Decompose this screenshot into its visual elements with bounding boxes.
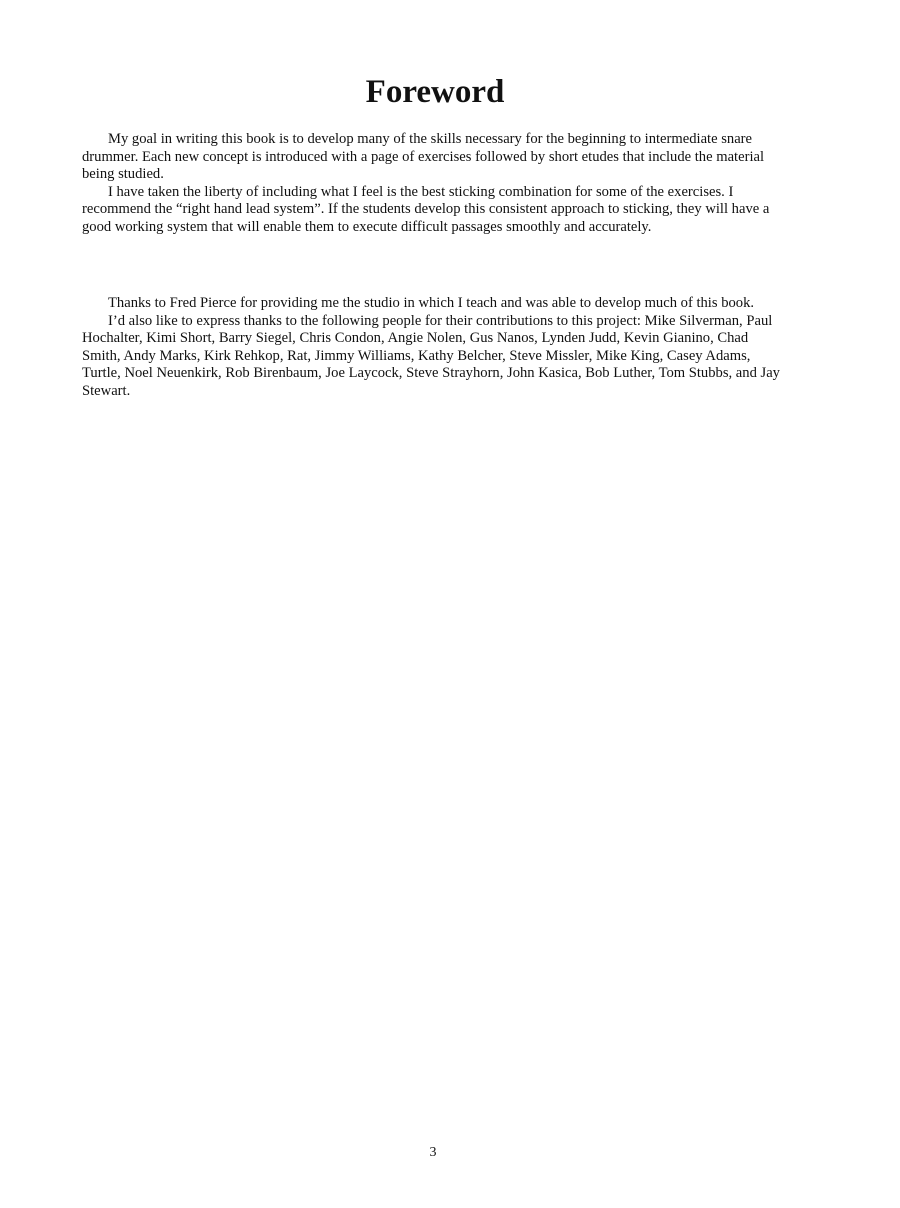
sticking-paragraph: I have taken the liberty of including what I feel is the best sticking combination for some of the exercises. I recommend the “right hand lead system”. If the students develop this consistent approach to sticking, they will have a good working system that will enable them to execute difficult passages smoothly and accurately. xyxy=(82,183,770,235)
intro-paragraph: My goal in writing this book is to develop many of the skills necessary for the beginning to intermediate snare drummer. Each new concept is introduced with a page of exercises followed by short etudes that include the material being studied. xyxy=(82,131,765,183)
page-number: 3 xyxy=(429,1145,437,1160)
contributors-paragraph: I’d also like to express thanks to the following people for their contributions to this project: Mike Silverman, Paul Hochalter, Kimi Short, Barry Siegel, Chris Condon, Angie Nolen, Gus Nanos, Lynden Judd, Kevin Gianino, Chad Smith, Andy Marks, Kirk Rehkop, Rat, Jimmy Williams, Kathy Belcher, Steve Missler, Mike King, Casey Adams, Turtle, Noel Neuenkirk, Rob Birenbaum, Joe Laycock, Steve Strayhorn, John Kasica, Bob Luther, Tom Stubbs, and Jay Stewart. xyxy=(82,312,780,399)
page-title: Foreword xyxy=(365,74,505,110)
acknowledgements-section xyxy=(82,295,786,401)
studio-thanks-paragraph: Thanks to Fred Pierce for providing me the studio in which I teach and was able to develop much of this book. xyxy=(108,295,755,311)
intro-section xyxy=(82,131,786,237)
